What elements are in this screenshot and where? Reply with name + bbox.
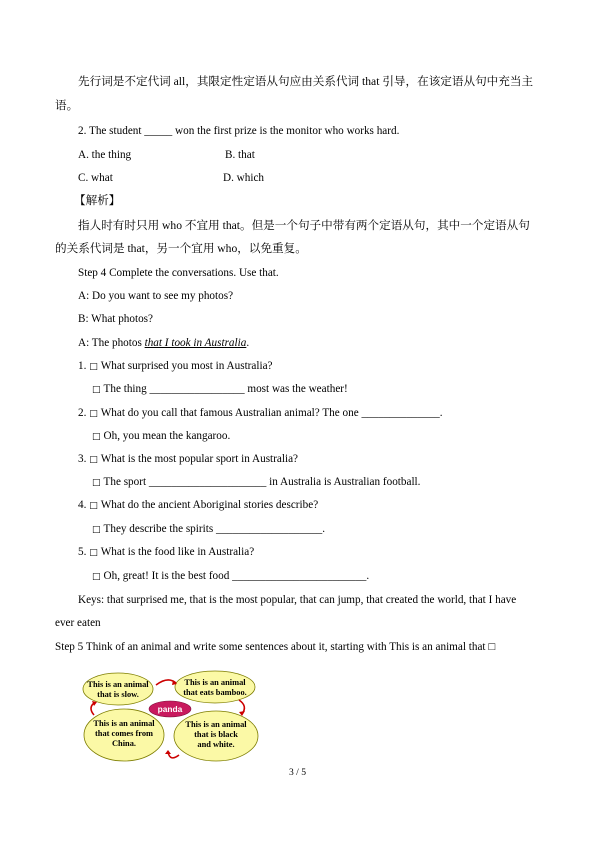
item-4-answer (92, 522, 325, 537)
item-answer-text: Oh, great! It is the best food ________________________. (103, 570, 370, 582)
item-answer-text: They describe the spirits ___________________. (103, 523, 326, 535)
example-a2-suffix: . (246, 337, 250, 349)
keys-line-2: ever eaten (55, 617, 101, 629)
item-question-text: What do you call that famous Australian animal? The one ______________. (100, 407, 443, 419)
example-line-a2 (78, 336, 249, 350)
item-5-answer (92, 569, 369, 584)
item-question-text: What is the most popular sport in Australia? (100, 453, 299, 465)
bubble-top-left (83, 673, 153, 705)
bubble-text: that is slow. (97, 690, 139, 699)
item-number: 1. (78, 360, 87, 372)
item-3-answer (92, 475, 420, 490)
checkbox-glyph: □ (92, 478, 101, 488)
bubble-text: This is an animal (184, 678, 246, 687)
checkbox-glyph: □ (92, 385, 101, 395)
item-answer-text: Oh, you mean the kangaroo. (103, 430, 231, 442)
page-number: 3 / 5 (288, 767, 307, 778)
example-line-a: A: Do you want to see my photos? (78, 290, 234, 302)
bubble-text: This is an animal (185, 720, 247, 729)
explanation-1-line-2: 语。 (55, 99, 79, 112)
explanation-1-line-1: 先行词是不定代词 all，其限定性定语从句应由关系代词 that 引导，在该定语从句中充当主 (78, 75, 534, 88)
option-d: D. which (223, 172, 265, 184)
item-5-question (78, 545, 254, 560)
item-2-question (78, 406, 443, 421)
bubble-text: and white. (197, 740, 235, 749)
analysis-heading: 【解析】 (74, 194, 121, 207)
bubble-text: that eats bamboo. (183, 688, 247, 697)
bubble-text: that comes from (95, 729, 153, 738)
checkbox-glyph: □ (92, 432, 101, 442)
step-4-title: Step 4 Complete the conversations. Use that. (78, 267, 279, 279)
item-question-text: What do the ancient Aboriginal stories describe? (100, 499, 319, 511)
item-2-answer (92, 429, 230, 444)
option-b: B. that (225, 149, 255, 161)
explanation-2-line-1: 指人时有时只用 who 不宜用 that。但是一个句子中带有两个定语从句，其中一个定语从句 (78, 219, 530, 232)
checkbox-glyph: □ (89, 501, 98, 511)
item-3-question (78, 452, 298, 467)
bubble-top-right (175, 671, 255, 703)
checkbox-glyph: □ (89, 455, 98, 465)
item-answer-text: The sport _____________________ in Australia is Australian football. (103, 476, 421, 488)
center-label: panda (157, 704, 183, 714)
example-a2-underlined: that I took in Australia (144, 337, 247, 349)
example-line-b: B: What photos? (78, 313, 153, 325)
bubble-text: China. (112, 739, 136, 748)
item-number: 5. (78, 546, 87, 558)
bubble-text: This is an animal (93, 719, 155, 728)
bubble-text: This is an animal (87, 680, 149, 689)
item-answer-text: The thing _________________ most was the weather! (103, 383, 348, 395)
step-5-instruction: Step 5 Think of an animal and write some sentences about it, starting with This is an animal that □ (55, 641, 496, 653)
item-1-answer (92, 382, 348, 397)
arrowhead-icon (165, 750, 171, 754)
example-a2-prefix: A: The photos (78, 337, 145, 349)
option-c: C. what (78, 172, 113, 184)
checkbox-glyph: □ (89, 362, 98, 372)
item-1-question (78, 359, 273, 374)
option-a: A. the thing (78, 149, 132, 161)
checkbox-glyph: □ (92, 572, 101, 582)
item-number: 2. (78, 407, 87, 419)
item-4-question (78, 498, 318, 513)
item-question-text: What is the food like in Australia? (100, 546, 255, 558)
animal-sentences-diagram (82, 666, 262, 766)
explanation-2-line-2: 的关系代词是 that，另一个宜用 who，以免重复。 (55, 242, 307, 255)
checkbox-glyph: □ (92, 525, 101, 535)
item-number: 4. (78, 499, 87, 511)
question-2-stem: 2. The student _____ won the first prize is the monitor who works hard. (78, 125, 400, 137)
item-number: 3. (78, 453, 87, 465)
keys-line-1: Keys: that surprised me, that is the most popular, that can jump, that created the world, that I have (78, 594, 517, 606)
checkbox-glyph: □ (89, 409, 98, 419)
bubble-text: that is black (194, 730, 238, 739)
checkbox-glyph: □ (89, 548, 98, 558)
item-question-text: What surprised you most in Australia? (100, 360, 273, 372)
